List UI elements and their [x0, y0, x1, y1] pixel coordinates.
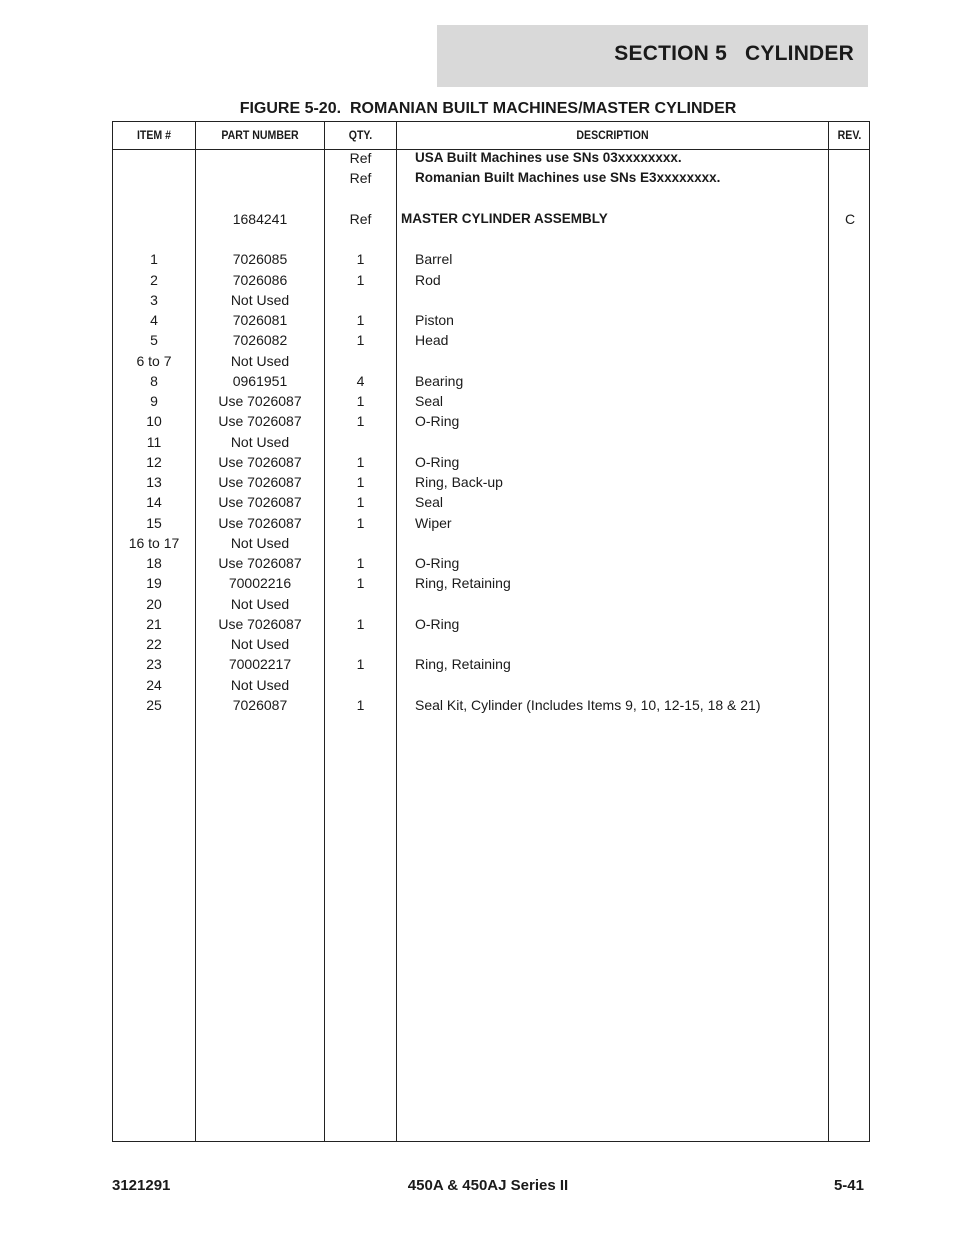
- description: O-Ring: [415, 555, 460, 571]
- part-number: 7026087: [232, 696, 288, 713]
- figure-title: FIGURE 5-20. ROMANIAN BUILT MACHINES/MASTER CYLINDER: [239, 100, 737, 117]
- quantity: 1: [356, 413, 365, 430]
- item-number: 25: [146, 696, 162, 713]
- part-number: 7026086: [232, 271, 288, 288]
- item-number: 15: [146, 514, 162, 531]
- doc-number: 3121291: [112, 1177, 171, 1194]
- table-row: [113, 351, 869, 371]
- item-number: 20: [146, 595, 162, 612]
- description: Romanian Built Machines use SNs E3xxxxxxxx.: [415, 170, 721, 186]
- part-number: Not Used: [230, 636, 290, 652]
- description: O-Ring: [415, 615, 460, 632]
- item-number: 2: [150, 271, 158, 288]
- item-number: 19: [146, 575, 162, 592]
- item-number: 6 to 7: [136, 352, 172, 369]
- description: USA Built Machines use SNs 03xxxxxxxx.: [415, 150, 682, 165]
- description: Ring, Retaining: [415, 656, 511, 673]
- table-row: [113, 411, 869, 431]
- table-row: [113, 654, 869, 674]
- quantity: 1: [356, 656, 365, 673]
- section-banner: [437, 25, 868, 87]
- table-row: [113, 330, 869, 350]
- revision: C: [844, 210, 856, 227]
- item-number: 4: [150, 312, 158, 328]
- header-part-number: PART NUMBER: [221, 128, 299, 142]
- header-rev: REV.: [837, 128, 862, 142]
- item-number: 13: [146, 474, 162, 490]
- header-qty: QTY.: [348, 128, 373, 142]
- table-row: [113, 472, 869, 492]
- item-number: 21: [146, 615, 162, 632]
- table-row: [113, 148, 869, 168]
- table-row: [113, 168, 869, 188]
- table-row: [113, 310, 869, 330]
- description: Seal Kit, Cylinder (Includes Items 9, 10, 12-15, 18 & 21): [415, 696, 761, 713]
- part-number: Use 7026087: [218, 555, 302, 571]
- table-row: [113, 290, 869, 310]
- part-number: 7026081: [232, 312, 288, 328]
- item-number: 3: [150, 291, 158, 308]
- table-row: [113, 492, 869, 512]
- description: Bearing: [415, 372, 464, 389]
- part-number: Use 7026087: [218, 494, 302, 511]
- quantity: 1: [356, 312, 365, 328]
- item-number: 12: [146, 453, 162, 470]
- quantity: 1: [356, 575, 365, 592]
- table-row: [113, 614, 869, 634]
- table-row: [113, 695, 869, 715]
- table-row: [113, 209, 869, 229]
- part-number: 1684241: [232, 210, 288, 227]
- table-row: [113, 553, 869, 573]
- table-row: [113, 533, 869, 553]
- item-number: 8: [150, 372, 158, 389]
- description: Ring, Retaining: [415, 575, 511, 592]
- description: Wiper: [415, 514, 452, 531]
- header-item: ITEM #: [136, 128, 172, 142]
- quantity: 1: [356, 696, 365, 713]
- part-number: Use 7026087: [218, 474, 302, 490]
- item-number: 14: [146, 494, 162, 511]
- quantity: 1: [356, 555, 365, 571]
- description: Ring, Back-up: [415, 474, 503, 490]
- quantity: 1: [356, 615, 365, 632]
- table-row: [113, 452, 869, 472]
- part-number: Not Used: [230, 352, 290, 369]
- description: Seal: [415, 494, 444, 511]
- item-number: 18: [146, 555, 162, 571]
- table-row: [113, 189, 869, 209]
- parts-table: [112, 121, 870, 1142]
- description: O-Ring: [415, 413, 460, 430]
- part-number: 7026085: [232, 251, 288, 268]
- item-number: 1: [150, 251, 158, 268]
- part-number: Not Used: [230, 534, 290, 551]
- description: Rod: [415, 271, 441, 288]
- quantity: 1: [356, 474, 365, 490]
- item-number: 5: [150, 332, 158, 349]
- item-number: 11: [146, 433, 162, 450]
- item-number: 10: [146, 413, 162, 430]
- description: Piston: [415, 312, 454, 328]
- table-row: [113, 371, 869, 391]
- item-number: 24: [146, 676, 162, 693]
- quantity: 1: [356, 332, 365, 349]
- part-number: Not Used: [230, 433, 290, 450]
- quantity: 1: [356, 393, 365, 409]
- description: O-Ring: [415, 453, 460, 470]
- part-number: 7026082: [232, 332, 288, 349]
- table-row: [113, 249, 869, 269]
- quantity: 4: [356, 372, 365, 389]
- table-row: [113, 594, 869, 614]
- quantity: Ref: [349, 150, 372, 166]
- part-number: Use 7026087: [218, 393, 302, 409]
- item-number: 9: [150, 393, 158, 409]
- quantity: 1: [356, 271, 365, 288]
- page-number: 5-41: [833, 1177, 864, 1194]
- table-row: [113, 432, 869, 452]
- item-number: 23: [146, 656, 162, 673]
- quantity: 1: [356, 453, 365, 470]
- item-number: 16 to 17: [128, 534, 180, 551]
- part-number: Not Used: [230, 595, 290, 612]
- part-number: Use 7026087: [218, 413, 302, 430]
- part-number: 70002217: [228, 656, 292, 673]
- header-description: DESCRIPTION: [576, 128, 649, 142]
- description: Head: [415, 332, 449, 349]
- table-row: [113, 229, 869, 249]
- table-row: [113, 634, 869, 654]
- item-number: 22: [146, 636, 162, 652]
- table-row: [113, 270, 869, 290]
- section-title: SECTION 5 CYLINDER: [614, 42, 854, 65]
- quantity: 1: [356, 251, 365, 268]
- part-number: 70002216: [228, 575, 292, 592]
- model-name: 450A & 450AJ Series II: [407, 1177, 569, 1194]
- table-row: [113, 573, 869, 593]
- table-row: [113, 513, 869, 533]
- quantity: Ref: [349, 170, 372, 187]
- part-number: Use 7026087: [218, 514, 302, 531]
- part-number: Not Used: [230, 676, 290, 693]
- part-number: 0961951: [232, 372, 288, 389]
- table-row: [113, 675, 869, 695]
- description: Barrel: [415, 251, 453, 268]
- description: Seal: [415, 393, 444, 409]
- part-number: Not Used: [230, 291, 290, 308]
- part-number: Use 7026087: [218, 615, 302, 632]
- part-number: Use 7026087: [218, 453, 302, 470]
- description: MASTER CYLINDER ASSEMBLY: [401, 210, 608, 226]
- quantity: 1: [356, 514, 365, 531]
- quantity: 1: [356, 494, 365, 511]
- quantity: Ref: [349, 210, 372, 227]
- table-row: [113, 391, 869, 411]
